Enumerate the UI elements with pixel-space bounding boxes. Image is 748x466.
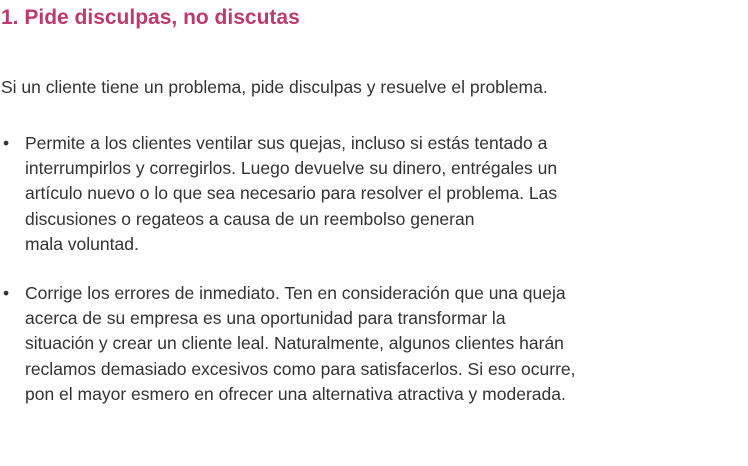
intro-paragraph: Si un cliente tiene un problema, pide disculpas y resuelve el problema. — [1, 77, 548, 97]
bullet-icon: • — [3, 283, 10, 304]
text-line: reclamos demasiado excesivos como para satisfacerlos. Si eso ocurre, — [25, 358, 576, 379]
bullet-icon: • — [3, 133, 10, 153]
text-line: situación y crear un cliente leal. Naturalmente, algunos clientes harán — [25, 333, 564, 354]
text-line: interrumpirlos y corregirlos. Luego devuelve su dinero, entrégales un — [25, 158, 558, 179]
bullet-text — [25, 281, 746, 407]
bullet-text — [25, 131, 746, 257]
text-line: pon el mayor esmero en ofrecer una alternativa atractiva y moderada. — [25, 383, 566, 404]
section-title: 1. Pide disculpas, no discutas — [1, 6, 300, 29]
bullet-item-venting — [0, 131, 746, 257]
text-line: discusiones o regateos a causa de un reembolso generan — [25, 208, 475, 229]
text-line: acerca de su empresa es una oportunidad para transformar la — [25, 308, 506, 329]
text-line: Permite a los clientes ventilar sus quejas, incluso si estás tentado a — [25, 133, 548, 153]
bullet-list — [0, 131, 746, 407]
text-line: Corrige los errores de inmediato. Ten en consideración que una queja — [25, 283, 566, 304]
text-line: mala voluntad. — [25, 233, 139, 254]
bullet-item-fix-errors — [0, 281, 746, 407]
text-line: artículo nuevo o lo que sea necesario para resolver el problema. Las — [25, 183, 558, 204]
